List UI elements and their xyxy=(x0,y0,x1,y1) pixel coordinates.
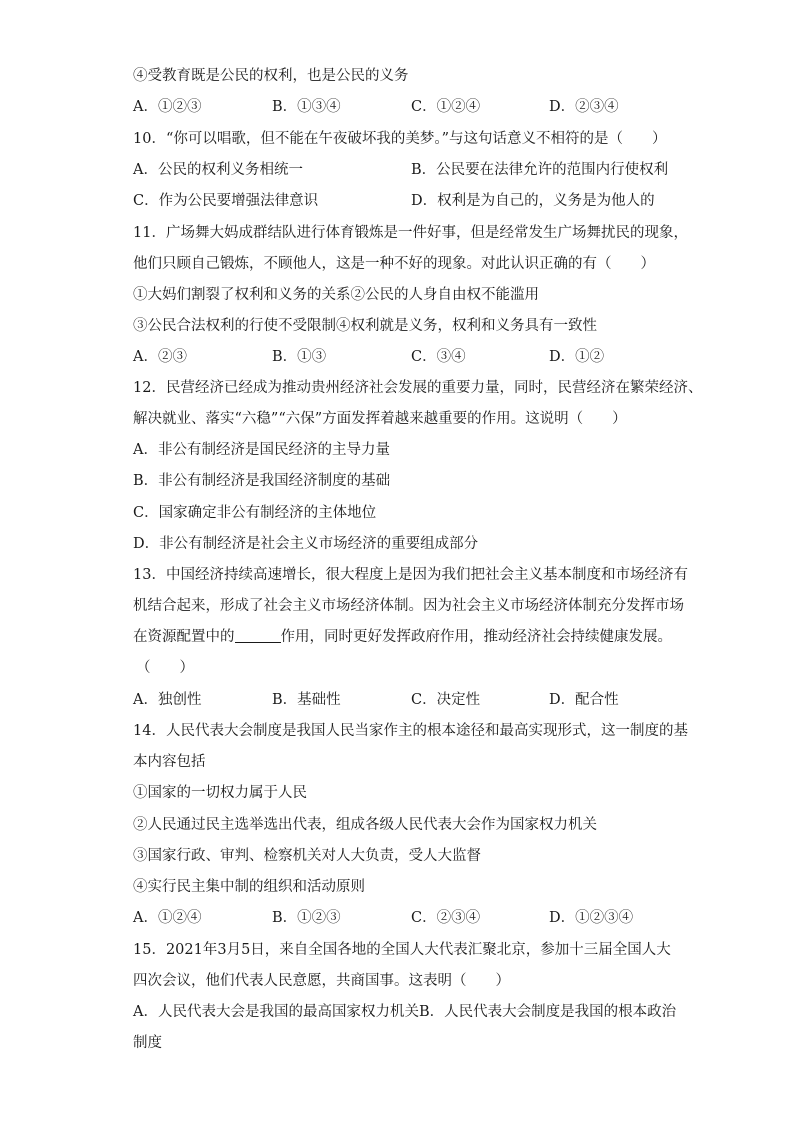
q14-option-b: B．①②③ xyxy=(272,910,341,926)
q11-items-line1: ①大妈们割裂了权利和义务的关系②公民的人身自由权不能滥用 xyxy=(133,287,539,303)
q13-answer-bracket: （ ） xyxy=(136,660,194,676)
q15-stem-line1: 15．2021年3月5日，来自全国各地的全国人大代表汇聚北京，参加十三届全国人大 xyxy=(133,942,671,958)
q9-option-d: D．②③④ xyxy=(549,99,619,115)
q13-stem-line2: 机结合起来，形成了社会主义市场经济体制。因为社会主义市场经济体制充分发挥市场 xyxy=(133,598,684,614)
q13-stem-line1: 13．中国经济持续高速增长，很大程度上是因为我们把社会主义基本制度和市场经济有 xyxy=(133,567,688,583)
q10-stem: 10．“你可以唱歌，但不能在午夜破坏我的美梦。”与这句话意义不相符的是（ ） xyxy=(133,131,667,147)
q9-option-b: B．①③④ xyxy=(272,99,341,115)
q11-stem-line1: 11．广场舞大妈成群结队进行体育锻炼是一件好事，但是经常发生广场舞扰民的现象， xyxy=(133,225,688,241)
q13-stem-line3-after: 作用，同时更好发挥政府作用，推动经济社会持续健康发展。 xyxy=(280,629,672,645)
q10-options-row1 xyxy=(133,160,693,180)
q12-option-d: D．非公有制经济是社会主义市场经济的重要组成部分 xyxy=(133,536,479,552)
q13-option-a: A．独创性 xyxy=(133,692,202,708)
q10-option-b: B．公民要在法律允许的范围内行使权利 xyxy=(411,162,669,178)
q14-stem-line2: 本内容包括 xyxy=(133,754,206,770)
q13-options xyxy=(133,690,693,710)
q11-option-d: D．①② xyxy=(549,349,605,365)
q14-item-2: ②人民通过民主选举选出代表，组成各级人民代表大会作为国家权力机关 xyxy=(133,817,597,833)
q12-option-b: B．非公有制经济是我国经济制度的基础 xyxy=(133,473,391,489)
q14-option-a: A．①②④ xyxy=(133,910,202,926)
q12-stem-line1: 12．民营经济已经成为推动贵州经济社会发展的重要力量，同时，民营经济在繁荣经济、 xyxy=(133,380,703,396)
q13-stem-line3 xyxy=(133,627,672,647)
q12-option-a: A．非公有制经济是国民经济的主导力量 xyxy=(133,442,390,458)
q14-item-3: ③国家行政、审判、检察机关对人大负责，受人大监督 xyxy=(133,848,481,864)
q14-options xyxy=(133,908,693,928)
q13-option-b: B．基础性 xyxy=(272,692,341,708)
q14-stem-line1: 14．人民代表大会制度是我国人民当家作主的根本途径和最高实现形式，这一制度的基 xyxy=(133,723,688,739)
q14-item-4: ④实行民主集中制的组织和活动原则 xyxy=(133,879,365,895)
q11-option-c: C．③④ xyxy=(411,349,466,365)
q15-options-line2: 制度 xyxy=(133,1035,162,1051)
q9-item-4: ④受教育既是公民的权利，也是公民的义务 xyxy=(133,68,409,84)
q13-answer-blank xyxy=(235,628,281,643)
q12-option-c: C．国家确定非公有制经济的主体地位 xyxy=(133,505,377,521)
q10-options-row2 xyxy=(133,191,693,211)
q10-option-a: A．公民的权利义务相统一 xyxy=(133,162,303,178)
q14-item-1: ①国家的一切权力属于人民 xyxy=(133,785,307,801)
q11-stem-line2: 他们只顾自己锻炼，不顾他人，这是一种不好的现象。对此认识正确的有（ ） xyxy=(133,256,655,272)
q12-stem-line2: 解决就业、落实“六稳”“六保”方面发挥着越来越重要的作用。这说明（ ） xyxy=(133,411,627,427)
q11-option-a: A．②③ xyxy=(133,349,187,365)
q11-options xyxy=(133,347,693,367)
q9-option-c: C．①②④ xyxy=(411,99,481,115)
q15-stem-line2: 四次会议，他们代表人民意愿，共商国事。这表明（ ） xyxy=(133,973,510,989)
q11-items-line2: ③公民合法权利的行使不受限制④权利就是义务，权利和义务具有一致性 xyxy=(133,318,597,334)
q9-options xyxy=(133,97,693,117)
q13-option-d: D．配合性 xyxy=(549,692,619,708)
q13-stem-line3-before: 在资源配置中的 xyxy=(133,629,235,645)
q14-option-c: C．②③④ xyxy=(411,910,481,926)
q10-option-d: D．权利是为自己的，义务是为他人的 xyxy=(411,193,655,209)
q14-option-d: D．①②③④ xyxy=(549,910,634,926)
q15-options-line1: A．人民代表大会是我国的最高国家权力机关B．人民代表大会制度是我国的根本政治 xyxy=(133,1004,677,1020)
q13-option-c: C．决定性 xyxy=(411,692,481,708)
q9-option-a: A．①②③ xyxy=(133,99,202,115)
q10-option-c: C．作为公民要增强法律意识 xyxy=(133,193,319,209)
q11-option-b: B．①③ xyxy=(272,349,327,365)
